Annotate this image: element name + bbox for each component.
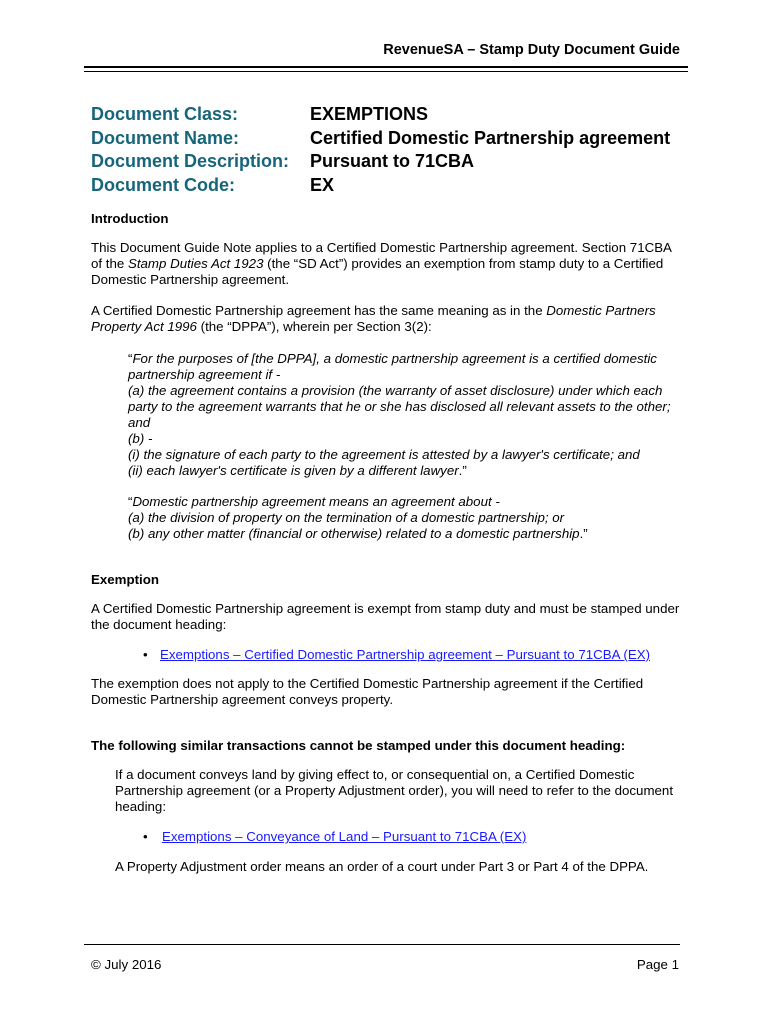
exemption-heading: Exemption <box>91 572 159 587</box>
quote-line <box>128 494 680 510</box>
quote-close-mark: .” <box>458 463 467 478</box>
intro-p3-end: (the “DPPA”), wherein per Section 3(2): <box>196 319 432 334</box>
intro-p2-start: Section 71CBA of the <box>91 240 672 271</box>
meta-row-class <box>91 103 670 127</box>
quote-text: Domestic partnership agreement means an agreement about - <box>132 494 500 509</box>
meta-value: EX <box>310 174 335 195</box>
dppa-quote-2 <box>128 494 680 542</box>
similar-bullet-list <box>91 829 680 845</box>
intro-p2-end: (the “SD Act”) provides an exemption from stamp duty to a Certified Domestic Partnership agreement. <box>91 256 664 287</box>
meta-row-description <box>91 150 670 174</box>
quote-line <box>128 526 680 542</box>
list-item <box>91 829 680 845</box>
intro-p1-text: This Document Guide Note applies to a Certified Domestic Partnership agreement. <box>91 240 579 255</box>
meta-label: Document Description: <box>91 151 290 171</box>
header-rule-thin <box>84 71 688 72</box>
similar-paragraph-2: A Property Adjustment order means an order of a court under Part 3 or Part 4 of the DPPA. <box>115 859 649 874</box>
footer-page-number: Page 1 <box>636 957 679 972</box>
quote-text: For the purposes of [the DPPA], a domestic partnership agreement is a certified domestic partnership agreement if - <box>128 351 657 382</box>
quote-line: (i) the signature of each party to the agreement is attested by a lawyer's certificate; and <box>128 447 640 462</box>
exemption-document-heading-link[interactable]: Exemptions – Certified Domestic Partnership agreement – Pursuant to 71CBA (EX) <box>160 647 650 662</box>
quote-line: (a) the division of property on the termination of a domestic partnership; or <box>128 510 565 525</box>
similar-paragraph-1: If a document conveys land by giving effect to, or consequential on, a Certified Domestic Partnership agreement (or a Property Adjustment order), you will need to refer to the document heading: <box>115 767 674 814</box>
quote-line: (a) the agreement contains a provision (the warranty of asset disclosure) under which each party to the agreement warrants that he or she has disclosed all relevant assets to the other; and <box>128 383 671 430</box>
exemption-paragraph-2: The exemption does not apply to the Certified Domestic Partnership agreement if the Certified Domestic Partnership agreement conveys property. <box>91 676 644 707</box>
footer-copyright: © July 2016 <box>91 957 162 972</box>
meta-value: Certified Domestic Partnership agreement <box>310 127 671 148</box>
bullet-icon: • <box>143 829 148 844</box>
footer-rule <box>84 944 680 945</box>
document-meta-block <box>91 103 670 197</box>
quote-open-mark: “ <box>128 494 133 509</box>
meta-label: Document Class: <box>91 104 239 124</box>
dppa-quote-1 <box>128 351 680 479</box>
header-rule-thick <box>84 66 688 68</box>
meta-row-code <box>91 174 670 198</box>
intro-paragraph-1 <box>91 240 680 288</box>
exemption-paragraph-1: A Certified Domestic Partnership agreement is exempt from stamp duty and must be stamped under the document heading: <box>91 601 680 632</box>
meta-label: Document Code: <box>91 174 235 195</box>
page-header-title: RevenueSA – Stamp Duty Document Guide <box>383 42 680 58</box>
meta-value: EXEMPTIONS <box>310 104 429 124</box>
conveyance-of-land-link[interactable]: Exemptions – Conveyance of Land – Pursuant to 71CBA (EX) <box>162 829 527 844</box>
list-item <box>91 647 680 663</box>
dppa-title: Domestic Partners Property Act 1996 <box>91 303 656 334</box>
quote-line: (b) - <box>128 431 153 446</box>
meta-label: Document Name: <box>91 127 240 148</box>
document-body <box>91 211 680 875</box>
introduction-heading: Introduction <box>91 211 169 226</box>
meta-row-name <box>91 127 670 151</box>
quote-line <box>128 351 680 383</box>
meta-value: Pursuant to 71CBA <box>310 151 475 171</box>
intro-paragraph-3 <box>91 303 680 335</box>
quote-text: (b) any other matter (financial or otherwise) related to a domestic partnership <box>128 526 580 541</box>
quote-line <box>128 463 680 479</box>
quote-text: (ii) each lawyer's certificate is given by a different lawyer <box>128 463 459 478</box>
sd-act-title: Stamp Duties Act 1923 <box>127 256 264 271</box>
quote-open-mark: “ <box>128 351 133 366</box>
similar-transactions-heading: The following similar transactions cannot be stamped under this document heading: <box>91 738 626 753</box>
quote-close-mark: .” <box>579 526 588 541</box>
intro-p3-start: A Certified Domestic Partnership agreement has the same meaning as in the <box>91 303 547 318</box>
bullet-icon: • <box>143 647 148 662</box>
exemption-bullet-list <box>91 647 680 663</box>
